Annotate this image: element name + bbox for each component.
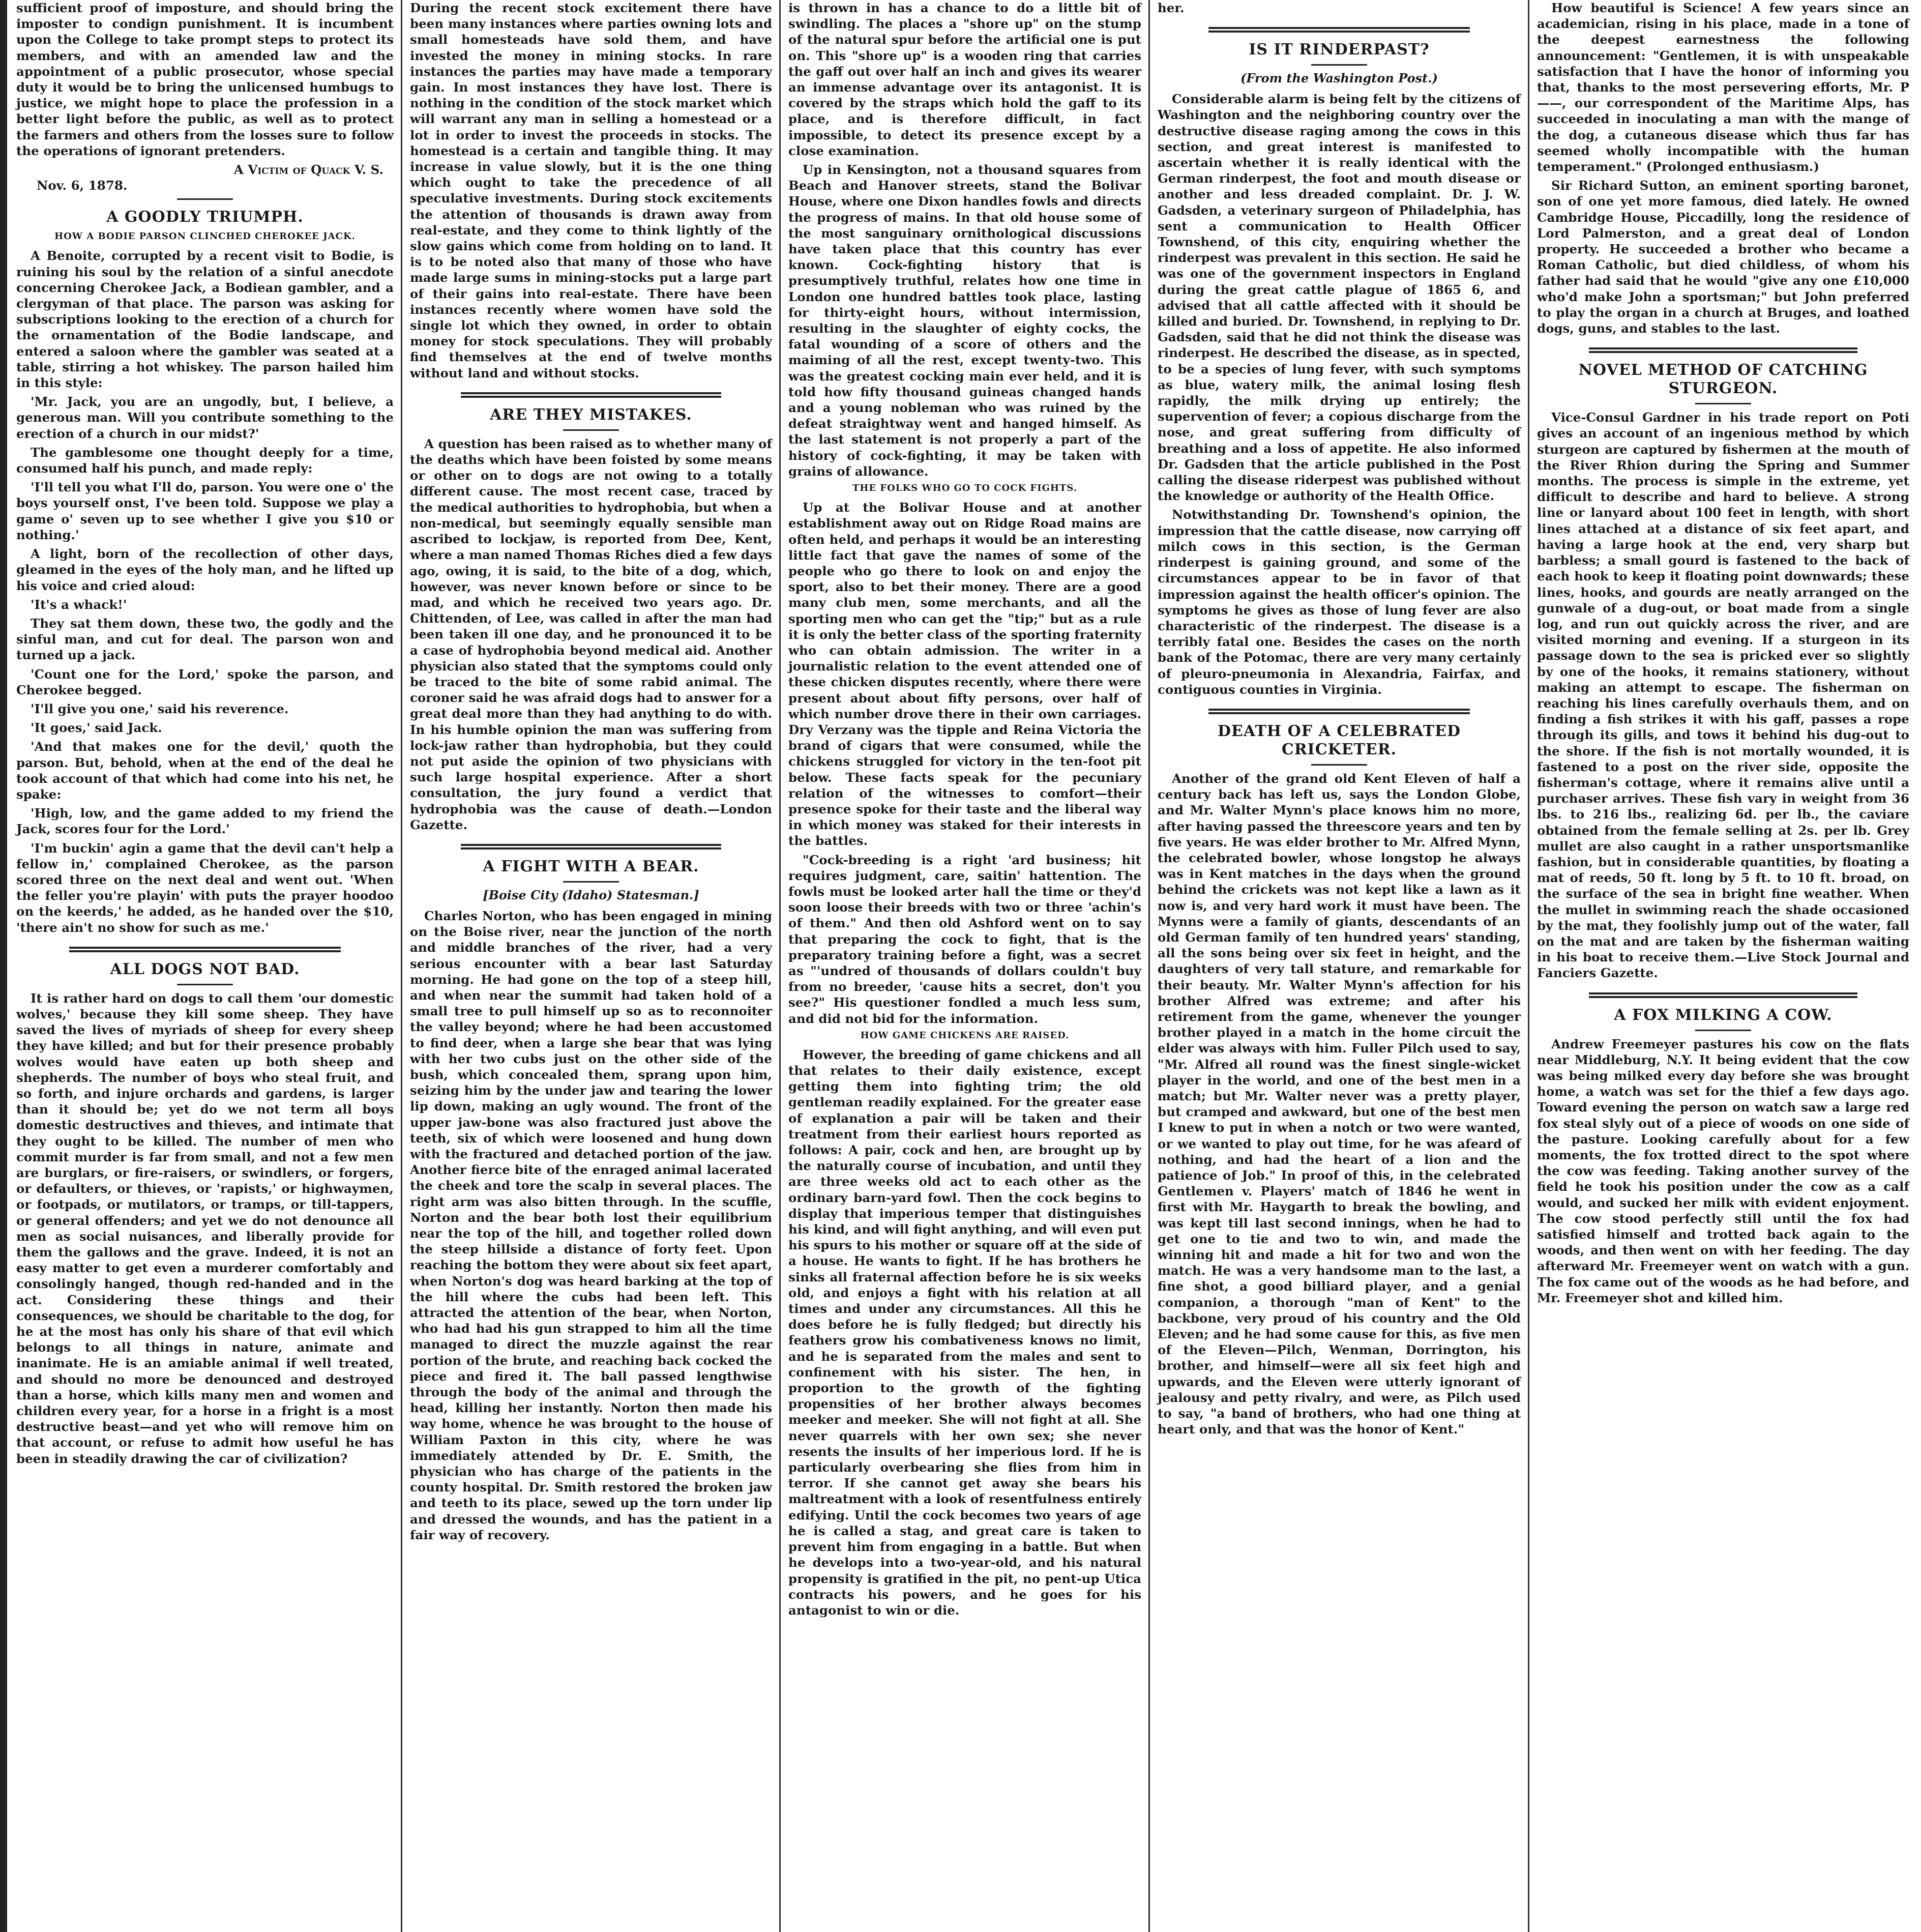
article-paragraph: Another of the grand old Kent Eleven of half a century back has left us, says the London Globe, and Mr. Walter Mynn's place knows him no more, after having passed the threescore years and ten by five years. He was elder brother to Mr. Alfred Mynn, the celebrated bowler, whose longstop he always was in Kent matches in the days when the ground behind the crickets was not kept like a lawn as it now is, and very hard work it must have been. The Mynns were a family of giants, descendants of an old German family of ten hundred years' standing, all the sons being over six feet in height, and the daughters of very tall stature, and remarkable for their beauty. Mr. Walter Mynn's affection for his brother Alfred was extreme; and after his retirement from the game, whenever the younger brother played in a match in the home circuit the elder was always with him. Fuller Pilch used to say, "Mr. Alfred all round was the finest single-wicket player in the world, and one of the best men in a match; but Mr. Walter never was a pretty player, but cramped and awkward, but one of the best men I knew to put in when a notch or two were wanted, or we wanted to play out time, for he was afeard of nothing, and had the heart of a lion and the patience of Job." In proof of this, in the celebrated Gentlemen v. Players' match of 1846 he went in first with Mr. Haygarth to break the bowling, and was kept till last second innings, when he had to get one to tie and two to win, and made the winning hit and made a hit for two and won the match. He was a very handsome man to the last, a fine shot, a good billiard player, and a genial companion, a thorough "man of Kent" to the backbone, very proud of his country and the Old Eleven; and he had some cause for this, as five men of the Eleven—Pilch, Wenman, Dorrington, his brother, and himself—were all six feet high and upwards, and the Eleven were utterly ignorant of jealousy and petty rivalry, and were, as Pilch used to say, "a band of brothers, who had one thing at heart only, and that was the honor of Kent." (1158, 771, 1521, 1437)
column-3 (781, 0, 1148, 1932)
article-paragraph: 'High, low, and the game added to my friend the Jack, scores four for the Lord.' (16, 806, 394, 837)
column-rule (779, 0, 781, 1932)
column-1 (9, 0, 401, 1932)
article-paragraph: 'Mr. Jack, you are an ungodly, but, I believe, a generous man. Will you contribute something to the erection of a church in our midst?' (16, 394, 394, 441)
article-paragraph: Vice-Consul Gardner in his trade report on Poti gives an account of an ingenious method by which sturgeon are captured by fishermen at the mouth of the River Rhion during the Spring and Summer months. The process is simple in the extreme, yet difficult to describe and hard to believe. A strong line or lanyard about 100 feet in length, with short lines attached at a distance of six feet apart, and having a large hook at the end, very sharp but barbless; a small gourd is fastened to the back of each hook to keep it floating point downwards; these lines, hooks, and gourds are neatly arranged on the gunwale of a dug-out, or boat made from a single log, and run out quickly across the river, and are visited morning and evening. If a sturgeon in its passage down to the sea is pricked ever so slightly by one of the hooks, it remains stationery, without making an attempt to escape. The fisherman on reaching his lines carefully overhauls them, and on finding a fish strikes it with his gaff, passes a rope through its gills, and tows it behind his dug-out to the shore. If the fish is not mortally wounded, it is fastened to a post on the river side, opposite the fisherman's cottage, where it remains alive until a purchaser arrives. These fish vary in weight from 36 lbs. to 216 lbs., realizing 6d. per lb., the caviare obtained from the female selling at 2s. per lb. Grey mullet are also caught in a rather unsportsmanlike fashion, but in considerable quantities, by floating a mat of reeds, 50 ft. long by 5 ft. to 10 ft. broad, on the surface of the sea in bright fine weather. When the mullet in swimming reach the shade occasioned by the mat, they foolishly jump out of the water, fall on the mat and are taken by the fisherman waiting in his boat to receive them.—Live Stock Journal and Fanciers Gazette. (1537, 410, 1909, 981)
article-paragraph: Considerable alarm is being felt by the citizens of Washington and the neighboring country over the destructive disease raging among the cows in this section, and great interest is manifested to ascertain whether it is really identical with the German rinderpest, the foot and mouth disease or another and less dreaded complaint. Dr. J. W. Gadsden, a veterinary surgeon of Philadelphia, has sent a communication to Health Officer Townshend, of this city, enquiring whether the rinderpest was prevalent in this section. He said he was one of the government inspectors in England during the great cattle plague of 1865 6, and advised that all cattle affected with it should be killed and buried. Dr. Townshend, in replying to Dr. Gadsden, said that he did not think the disease was rinderpest. He described the disease, as in spected, to be a species of lung fever, with such symptoms as blue, watery milk, the animal losing flesh rapidly, the milk drying up entirely; the supervention of fever; a copious discharge from the nose, and great suffering from difficulty of breathing and a loss of appetite. He also informed Dr. Gadsden that the article published in the Post calling the disease riderpest was published without the knowledge or authority of the Health Office. (1158, 92, 1521, 504)
article-paragraph: is thrown in has a chance to do a little bit of swindling. The places a "shore up" on the stump of the natural spur before the artificial one is put on. This "shore up" is a wooden ring that carries the gaff out over half an inch and gives its wearer an immense advantage over its antagonist. It is covered by the straps which hold the gaff to its place, and is therefore difficult, in fact impossible, to detect its presence except by a close examination. (788, 1, 1141, 158)
headline-goodly-triumph: A GOODLY TRIUMPH. (106, 208, 304, 226)
subhead-game-chickens: HOW GAME CHICKENS ARE RAISED. (860, 1030, 1070, 1041)
article-paragraph: 'And that makes one for the devil,' quoth the parson. But, behold, when at the end of the deal he took account of that which had come into his net, he spake: (16, 739, 394, 802)
article-paragraph: However, the breeding of game chickens and all that relates to their daily existence, except getting them into fighting trim; the old gentleman readily explained. For the greater ease of explanation a pair will be taken and their treatment from their earliest hours reported as follows: A pair, cock and hen, are brought up by the naturally course of incubation, and until they are three weeks old act to each other as the ordinary barn-yard fowl. Then the cock begins to display that imperious temper that distinguishes his kind, and will fight anything, and will even put his spurs to his mother or square off at the side of a house. He wants to fight. If he has brothers he sinks all fraternal affection before he is six weeks old, and enjoys a fight with his relation at all times and under any circumstances. All this he does before he is fully fledged; but directly his feathers grow his combativeness knows no limit, and he is separated from the males and sent to confinement with his sister. The hen, in proportion to the growth of the fighting propensities of her brother always becomes meeker and meeker. She will not fight at all. She never quarrels with her own sex; she never resents the insults of her imperious lord. If he is particularly overbearing she flies from him in terror. If she cannot get away she bears his maltreatment with a look of resentfulness entirely edifying. Until the cock becomes two years of age he is called a stag, and great care is taken to prevent him from engaging in a battle. But when he develops into a two-year-old, and his natural propensity is gratified in the pit, no pent-up Utica contracts his powers, and he goes for his antagonist to win or die. (788, 1047, 1141, 1618)
headline-are-they-mistakes: ARE THEY MISTAKES. (490, 405, 692, 424)
headline-all-dogs-not-bad: ALL DOGS NOT BAD. (110, 960, 300, 978)
divider (563, 429, 619, 431)
article-paragraph: A light, born of the recollection of other days, gleamed in the eyes of the holy man, and he lifted up his voice and cried aloud: (16, 546, 394, 593)
subhead-cock-fights: THE FOLKS WHO GO TO COCK FIGHTS. (852, 483, 1078, 494)
headline-rinderpast: IS IT RINDERPAST? (1249, 41, 1430, 59)
letter-signature: A Victim of Quack V. S. (233, 162, 383, 178)
divider (1311, 64, 1367, 66)
article-paragraph: 'I'll tell you what I'll do, parson. You were one o' the boys yourself onst, I've been told. Suppose we play a game o' seven up to see whether I give you $10 or nothing.' (16, 480, 394, 542)
article-paragraph: Charles Norton, who has been engaged in mining on the Boise river, near the junction of the north and middle branches of the river, had a very serious encounter with a bear last Saturday morning. He had gone on the top of a steep hill, and when near the summit had taken hold of a small tree to pull himself up so as to reconnoiter the valley beyond; where he had been accustomed to find deer, when a large she bear that was lying with her two cubs just on the other side of the bush, which concealed them, sprang upon him, seizing him by the under jaw and tearing the lower lip down, making an ugly wound. The front of the upper jaw-bone was also fractured just above the teeth, six of which were loosened and hung down with the fractured and detached portion of the jaw. Another fierce bite of the enraged animal lacerated the cheek and tore the scalp in several places. The right arm was also bitten through. In the scuffle, Norton and the bear both lost their equilibrium near the top of the hill, and together rolled down the steep hillside a distance of forty feet. Upon reaching the bottom they were about six feet apart, when Norton's dog was heard barking at the top of the hill where the cubs had been left. This attracted the attention of the bear, when Norton, who had had his gun strapped to him all the time managed to direct the muzzle against the rear portion of the brute, and reaching back cocked the piece and fired it. The ball passed lengthwise through the body of the animal and through the head, killing her instantly. Norton then made his way home, whence he was brought to the house of William Paxton in this city, where he was immediately attended by Dr. E. Smith, the physician who has charge of the patients in the county hospital. Dr. Smith restored the broken jaw and teeth to its place, sewed up the torn under lip and dressed the wounds, and has the patient in a fair way of recovery. (410, 908, 772, 1542)
divider (563, 881, 619, 883)
divider (1695, 403, 1751, 404)
column-5 (1530, 0, 1916, 1932)
section-divider (1208, 709, 1470, 714)
article-paragraph: The gamblesome one thought deeply for a time, consumed half his punch, and made reply: (16, 445, 394, 476)
headline-fight-with-bear: A FIGHT WITH A BEAR. (483, 857, 699, 875)
divider (177, 198, 233, 200)
column-rule (1528, 0, 1529, 1932)
left-margin-rule (0, 0, 7, 1932)
article-paragraph: Up in Kensington, not a thousand squares from Beach and Hanover streets, stand the Bolivar House, where one Dixon handles fowls and directs the progress of mains. In that old house some of the most sanguinary ornithological discussions have taken place that this country has ever known. Cock-fighting history that is presumptively truthful, relates how one time in London one hundred battles took place, lasting for thirty-eight hours, without intermission, resulting in the slaughter of eighty cocks, the fatal wounding of a score of others and the maiming of all the rest, except twenty-two. This was the greatest cocking main ever held, and it is told how fifty thousand guineas changed hands and a young nobleman who was ruined by the defeat straightway went and hanged himself. As the last statement is not properly a part of the history of cock-fighting, it may be taken with grains of allowance. (788, 162, 1141, 479)
section-divider (1589, 992, 1857, 998)
letter-date: Nov. 6, 1878. (37, 178, 128, 193)
column-rule (1148, 0, 1150, 1932)
article-paragraph: 'Count one for the Lord,' spoke the parson, and Cherokee begged. (16, 666, 394, 697)
divider (177, 984, 233, 985)
article-paragraph: "Cock-breeding is a right 'ard business; hit requires judgment, care, saitin' hattention. The fowls must be looked arter hall the time or they'd soon loose their breeds with two or three 'achin's of them." And then old Ashford went on to say that preparing the cock to fight, that is the preparatory training before a fight, was a secret as "'undred of thousands of dollars couldn't buy from no breeder, 'cause hits a secret, don't you see?" His questioner fondled a much less sum, and did not bid for the information. (788, 852, 1141, 1026)
article-paragraph: A Benoite, corrupted by a recent visit to Bodie, is ruining his soul by the relation of a sinful anecdote concerning Cherokee Jack, a Bodiean gambler, and a clergyman of that place. The parson was asking for subscriptions looking to the erection of a church for the ornamentation of the Bodie landscape, and entered a saloon where the gambler was seated at a table, stirring a hot whiskey. The parson hailed him in this style: (16, 248, 394, 391)
section-divider (461, 392, 722, 398)
column-rule (401, 0, 402, 1932)
column-4 (1150, 0, 1528, 1932)
section-divider (1208, 27, 1470, 33)
article-paragraph: During the recent stock excitement there have been many instances where parties owning lots and small homesteads have sold them, and have invested the money in mining stocks. In rare instances the parties may have made a temporary gain. In most instances they have lost. There is nothing in the condition of the stock market which will warrant any man in selling a homestead or a lot in order to invest the proceeds in stocks. The homestead is a certain and tangible thing. It may increase in value slowly, but it is the one thing which ought to take the precedence of all speculative investments. During stock excitements the attention of thousands is drawn away from real-estate, and they come to think lightly of the slow gains which come from holding on to land. It is to be noted also that many of those who have made large sums in mining-stocks put a large part of their gains into real-estate. There have been instances recently where women have sold the single lot which they owned, in order to obtain money for stock speculations. They will probably find themselves at the end of twelve months without land and without stocks. (410, 1, 772, 380)
quack-letter-text: sufficient proof of imposture, and should bring the imposter to condign punishment. It is incumbent upon the College to take prompt steps to protect its members, and with an amended law and the appointment of a public prosecutor, whose special duty it would be to bring the unlicensed humbugs to justice, we might hope to place the profession in a better light before the public, as well as to protect the farmers and others from the losses sure to follow the operations of ignorant pretenders. (16, 1, 394, 158)
article-paragraph: A question has been raised as to whether many of the deaths which have been foisted by some means or other on to dogs are not owing to a totally different cause. The most recent case, traced by the medical authorities to hydrophobia, but when a non-medical, but seemingly equally sensible man ascribed to lockjaw, is reported from Dee, Kent, where a man named Thomas Riches died a few days ago, owing, it is said, to the bite of a dog, which, however, was never known before or since to be mad, and which he received two years ago. Dr. Chittenden, of Lee, was called in after the man had been taken ill one day, and he pronounced it to be a case of hydrophobia beyond medical aid. Another physician also stated that the symptoms could only be traced to the bite of some rabid animal. The coroner said he was afraid dogs had to answer for a great deal more than they had anything to do with. In his humble opinion the man was suffering from lock-jaw rather than hydrophobia, but they could not put aside the opinion of two physicians with such large hospital experience. After a short consultation, the jury found a verdict that hydrophobia was the cause of death.—London Gazette. (410, 436, 772, 832)
section-divider (461, 844, 722, 850)
article-paragraph: They sat them down, these two, the godly and the sinful man, and cut for deal. The parson won and turned up a jack. (16, 616, 394, 663)
headline-celebrated-cricketer: DEATH OF A CELEBRATED CRICKETER. (1217, 722, 1461, 758)
source-credit: [Boise City (Idaho) Statesman.] (483, 887, 699, 902)
article-paragraph: her. (1158, 1, 1185, 15)
divider (1311, 764, 1367, 766)
article-paragraph: 'I'll give you one,' said his reverence. (31, 701, 289, 716)
divider (1695, 1030, 1751, 1031)
headline-fox-milking-cow: A FOX MILKING A COW. (1614, 1006, 1833, 1024)
source-credit: (From the Washington Post.) (1240, 71, 1438, 86)
headline-catching-sturgeon: NOVEL METHOD OF CATCHING STURGEON. (1578, 361, 1868, 398)
article-paragraph: It is rather hard on dogs to call them 'our domestic wolves,' because they kill some sheep. They have saved the lives of myriads of sheep for every sheep they have killed; and but for their presence probably wolves would have eaten up both sheep and shepherds. The number of boys who steal fruit, and so forth, and injure orchards and gardens, is larger than it should be; yet do we not term all boys domestic destructives and thieves, and intimate that they ought to be killed. The number of men who commit murder is far from small, and not a few men are burglars, or fire-raisers, or swindlers, or forgers, or defaulters, or thieves, or 'rapists,' or highwaymen, or footpads, or mutilators, or tramps, or till-tappers, or general offenders; and yet we do not denounce all men as social nuisances, and liberally provide for them the gallows and the grave. Indeed, it is not an easy matter to get even a murderer comfortably and consolingly hanged, though red-handed and in the act. Considering these things and their consequences, we should be charitable to the dog, for he at the most has only his share of that evil which belongs to all things in nature, animate and inanimate. He is an amiable animal if well treated, and should no more be denounced and destroyed than a horse, which kills many men and women and children every year, for a horse in a fright is a most destructive beast—and yet who will remove him on that account, or refuse to admit how useful he has been in steadily drawing the car of civilization? (16, 990, 394, 1466)
section-divider (69, 947, 341, 952)
article-paragraph: Up at the Bolivar House and at another establishment away out on Ridge Road mains are often held, and perhaps it would be an interesting little fact that gave the names of some of the people who go there to look on and enjoy the sport, also to bet their money. There are a good many club men, some merchants, and all the sporting men who can get the "tip;" but as a rule it is only the better class of the sporting fraternity who can obtain admission. The writer in a journalistic relation to the event attended one of these chicken disputes recently, where there were present about about fifty persons, over half of which number drove there in their own carriages. Dry Verzany was the tipple and Reina Victoria the brand of cigars that were consumed, while the chickens struggled for victory in the ten-foot pit below. These facts speak for the pecuniary relation of the witnesses to comfort—their presence spoke for their taste and the liberal way in which money was staked for their interests in the battles. (788, 500, 1141, 848)
article-paragraph: How beautiful is Science! A few years since an academician, rising in his place, made in a tone of the deepest earnestness the following announcement: "Gentlemen, it is with unspeakable satisfaction that I have the honor of informing you that, thanks to the most persevering efforts, Mr. P——, our correspondent of the Maritime Alps, has succeeded in inoculating a man with the mange of the dog, a cutaneous disease which thus far has seemed wholly incompatible with the human temperament." (Prolonged enthusiasm.) (1537, 1, 1909, 174)
article-paragraph: 'It's a whack!' (31, 597, 127, 612)
section-divider (1589, 347, 1857, 353)
article-paragraph: Notwithstanding Dr. Townshend's opinion, the impression that the cattle disease, now carrying off milch cows in this section, is the German rinderpest is gaining ground, and some of the circumstances appear to be in favor of that impression against the health officer's opinion. The symptoms he gives as those of lung fever are also characteristic of the rinderpest. The disease is a terribly fatal one. Besides the cases on the north bank of the Potomac, there are very many certainly of pleuro-pneumonia in Alexandria, Fairfax, and contiguous counties in Virginia. (1158, 507, 1521, 697)
article-paragraph: Sir Richard Sutton, an eminent sporting baronet, son of one yet more famous, died lately. He owned Cambridge House, Piccadilly, long the residence of Lord Palmerston, and a great deal of London property. He succeeded a brother who became a Roman Catholic, but died childless, of whom his father had said that he would "give any one £10,000 who'd make John a sportsman;" but John preferred to play the organ in a church at Bruges, and loathed dogs, guns, and stables to the last. (1537, 178, 1909, 336)
column-2 (403, 0, 779, 1932)
article-paragraph: 'I'm buckin' agin a game that the devil can't help a fellow in,' complained Cherokee, as the parson scored three on the next deal and went out. 'When the feller you're playin' with puts the prayer hoodoo on the keerds,' he added, as he handed over the $10, 'there ain't no show for such as me.' (16, 840, 394, 935)
article-paragraph: Andrew Freemeyer pastures his cow on the flats near Middleburg, N.Y. It being evident that the cow was being milked every day before she was brought home, a watch was set for the thief a few days ago. Toward evening the person on watch saw a large red fox steal slyly out of a piece of woods on one side of the pasture. Looking carefully about for a few moments, the fox trotted direct to the spot where the cow was feeding. Taking another survey of the field he took his position under the cow as a calf would, and sucked her milk with evident enjoyment. The cow stood perfectly still until the fox had satisfied himself and trotted back again to the woods, and then went on with her feeding. The day afterward Mr. Freemeyer went on watch with a gun. The fox came out of the woods as he had before, and Mr. Freemeyer shot and killed him. (1537, 1036, 1909, 1305)
subhead-bodie-parson: HOW A BODIE PARSON CLINCHED CHEROKEE JACK. (54, 231, 356, 242)
article-paragraph: 'It goes,' said Jack. (31, 720, 162, 736)
